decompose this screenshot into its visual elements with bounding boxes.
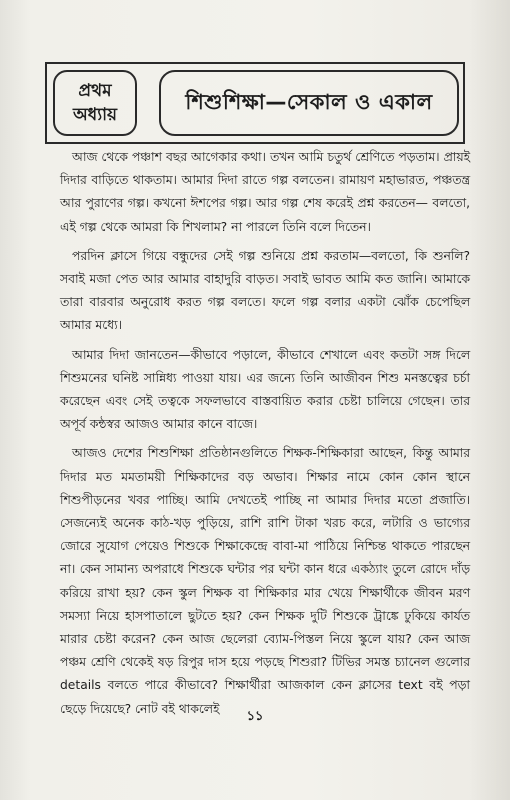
page-number: ১১ <box>246 709 264 724</box>
paragraph: আজ থেকে পঞ্চাশ বছর আগেকার কথা। তখন আমি চতুর্থ শ্রেণিতে পড়তাম। প্রায়ই দিদার বাড়িতে থাকতাম। আমার দিদা রাতে গল্প বলতেন। রামায়ণ মহাভারত, পঞ্চতন্ত্র আর পুরাণের গল্প। কখনো ঈশপের গল্প। আর গল্প শেষ করেই প্রশ্ন করতেন— বলতো, এই গল্প থেকে আমরা কি শিখলাম? না পারলে তিনি বলে দিতেন। <box>60 150 470 234</box>
chapter-label-line2: অধ্যায় <box>72 105 118 125</box>
chapter-header <box>45 62 465 144</box>
page-spine-shadow <box>470 0 510 800</box>
paragraph: আজও দেশের শিশুশিক্ষা প্রতিষ্ঠানগুলিতে শিক্ষক-শিক্ষিকারা আছেন, কিন্তু আমার দিদার মত মমতাময়ী শিক্ষিকাদের বড় অভাব। শিক্ষার নামে কোন কোন স্থানে শিশুপীড়নের খবর পাচ্ছি। আমি দেখতেই পাচ্ছি না আমার দিদার মতো প্রজাতি। সেজন্যেই অনেক কাঠ-খড় পুড়িয়ে, রাশি রাশি টাকা খরচ করে, লটারি ও ভাগ্যের জোরে সুযোগ পেয়েও শিশুকে শিক্ষাকেন্দ্রে বাবা-মা পাঠিয়ে নিশ্চিন্ত থাকতে পারছেন না। কেন সামান্য অপরাধে শিশুকে ঘন্টার পর ঘন্টা কান ধরে একঠ্যাং তুলে রোদে দাঁড় করিয়ে রাখা হয়? কেন স্কুল শিক্ষক বা শিক্ষিকার মার খেয়ে শিক্ষার্থীকে জীবন মরণ সমস্যা নিয়ে হাসপাতালে ছুটতে হয়? কেন শিক্ষক দুটি শিশুকে ট্রাঙ্কে ঢুকিয়ে কার্যত মারার চেষ্টা করেন? কেন আজ ছেলেরা ব্যোম-পিস্তল নিয়ে স্কুলে যায়? কেন আজ পঞ্চম শ্রেণি থেকেই ষড় রিপুর দাস হয়ে পড়ছে শিশুরা? টিভির সমস্ত চ্যানেল গুলোর details বলতে পারে কীভাবে? শিক্ষার্থীরা আজকাল কেন ক্লাসের text বই পড়া ছেড়ে দিয়েছে? নোট বই থাকলেই <box>60 446 470 716</box>
chapter-number-box <box>53 70 137 136</box>
paragraph: আমার দিদা জানতেন—কীভাবে পড়ালে, কীভাবে শেখালে এবং কতটা সঙ্গ দিলে শিশুমনের ঘনিষ্ট সান্নিধ্য পাওয়া যায়। এর জন্যে তিনি আজীবন শিশু মনস্তত্বের চর্চা করেছেন এবং সেই তত্বকে সফলভাবে বাস্তবায়িত করার চেষ্টা চালিয়ে গেছেন। তার অপূর্ব কন্ঠস্বর আজও আমার কানে বাজে। <box>60 347 470 432</box>
chapter-label-line1: প্রথম <box>78 81 112 101</box>
chapter-title: শিশুশিক্ষা—সেকাল ও একাল <box>185 89 433 114</box>
chapter-body <box>60 146 470 727</box>
paragraph: পরদিন ক্লাসে গিয়ে বন্ধুদের সেই গল্প শুনিয়ে প্রশ্ন করতাম—বলতো, কি শুনলি? সবাই মজা পেত আর আমার বাহাদুরি বাড়ত। সবাই ভাবত আমি কত জানি। আমাকে তারা বারবার অনুরোধ করত গল্প বলতে। ফলে গল্প বলার একটা ঝোঁক চেপেছিল আমার মধ্যে। <box>60 248 470 333</box>
chapter-title-box <box>159 70 459 136</box>
